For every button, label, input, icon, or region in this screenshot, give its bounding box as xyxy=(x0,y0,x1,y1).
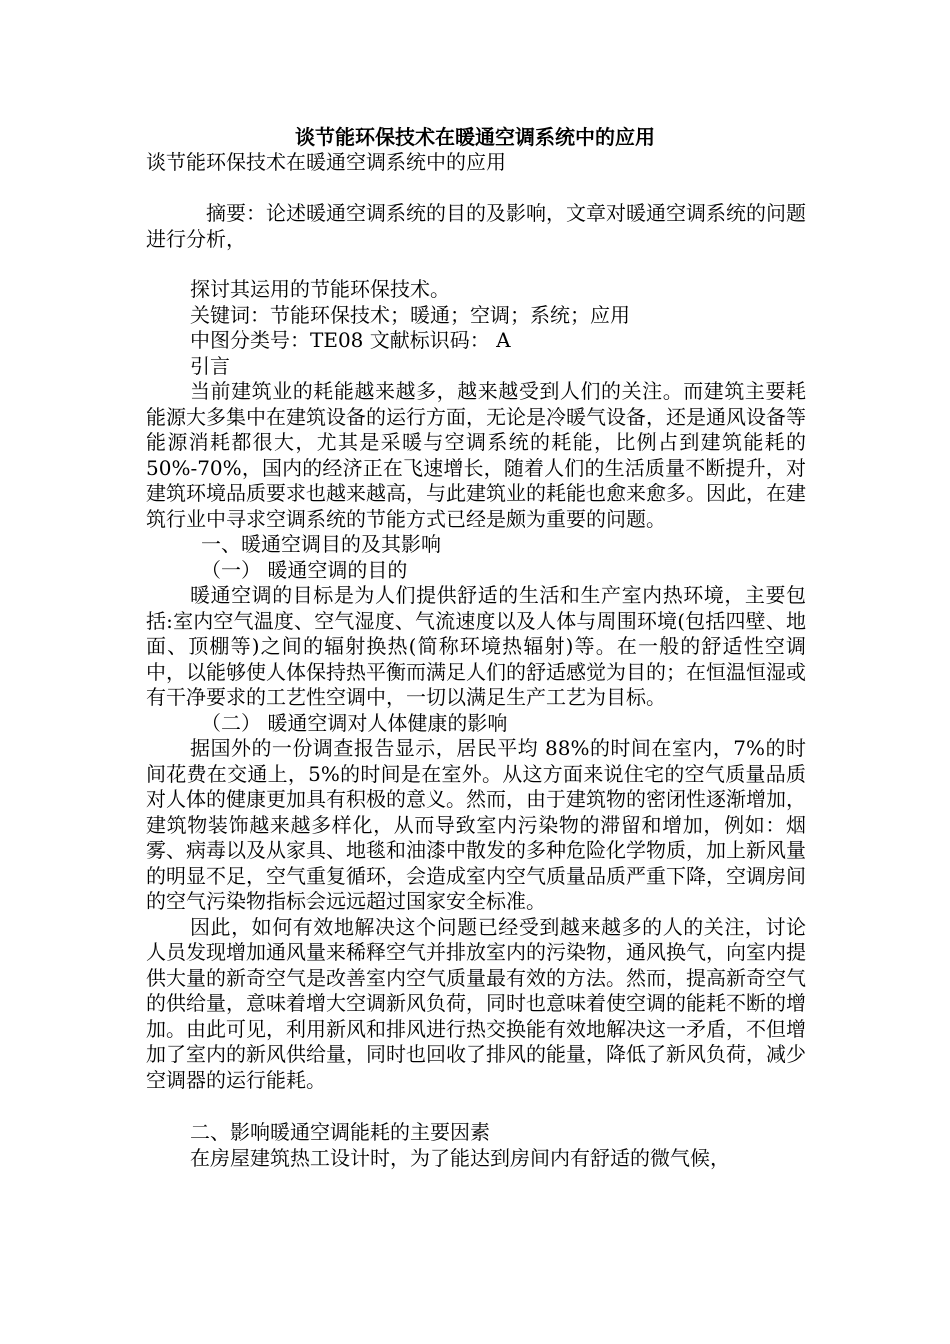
section1-sub1-paragraph: 暖通空调的目标是为人们提供舒适的生活和生产室内热环境，主要包括:室内空气温度、空气湿度、气流速度以及人体与周围环境(包括四壁、地面、顶棚等)之间的辐射换热(简称环境热辐射)等。在一般的舒适性空调中，以能够使人体保持热平衡而满足人们的舒适感觉为目的；在恒温恒湿或有干净要求的工艺性空调中，一切以满足生产工艺为目标。 xyxy=(146,583,806,709)
section1-subheading-1: （一） 暖通空调的目的 xyxy=(201,557,408,582)
document-title: 谈节能环保技术在暖通空调系统中的应用 xyxy=(295,125,655,149)
abstract-continuation: 探讨其运用的节能环保技术。 xyxy=(190,277,450,301)
section1-heading: 一、暖通空调目的及其影响 xyxy=(201,532,441,556)
section1-subheading-2: （二） 暖通空调对人体健康的影响 xyxy=(201,710,508,735)
section2-paragraph: 在房屋建筑热工设计时，为了能达到房间内有舒适的微气候， xyxy=(190,1145,730,1170)
intro-paragraph: 当前建筑业的耗能越来越多，越来越受到人们的关注。而建筑主要耗能源大多集中在建筑设备的运行方面，无论是冷暖气设备，还是通风设备等能源消耗都很大，尤其是采暖与空调系统的耗能，比例占到建筑能耗的50%-70%，国内的经济正在飞速增长，随着人们的生活质量不断提升，对建筑环境品质要求也越来越高，与此建筑业的耗能也愈来愈多。因此，在建筑行业中寻求空调系统的节能方式已经是颇为重要的问题。 xyxy=(146,379,806,531)
section2-heading: 二、影响暖通空调能耗的主要因素 xyxy=(190,1120,490,1144)
section1-sub2-paragraph-2: 因此，如何有效地解决这个问题已经受到越来越多的人的关注，讨论人员发现增加通风量来稀释空气并排放室内的污染物，通风换气，向室内提供大量的新奇空气是改善室内空气质量最有效的方法。然而，提高新奇空气的供给量，意味着增大空调新风负荷，同时也意味着使空调的能耗不断的增加。由此可见，利用新风和排风进行热交换能有效地解决这一矛盾，不但增加了室内的新风供给量，同时也回收了排风的能量，降低了新风负荷，减少空调器的运行能耗。 xyxy=(146,914,806,1092)
intro-heading: 引言 xyxy=(190,353,230,378)
document-body xyxy=(146,150,806,1171)
classification-line: 中图分类号：TE08 文献标识码： A xyxy=(190,328,511,352)
abstract-paragraph: 摘要：论述暖通空调系统的目的及影响，文章对暖通空调系统的问题进行分析， xyxy=(146,201,806,251)
document-subtitle: 谈节能环保技术在暖通空调系统中的应用 xyxy=(146,150,506,174)
keywords-line: 关键词：节能环保技术；暖通；空调；系统；应用 xyxy=(190,302,630,327)
section1-sub2-paragraph-1: 据国外的一份调查报告显示，居民平均 88%的时间在室内，7%的时间花费在交通上，5%的时间是在室外。从这方面来说住宅的空气质量品质对人体的健康更加具有积极的意义。然而，由于建筑物的密闭性逐渐增加，建筑物装饰越来越多样化，从而导致室内污染物的滞留和增加，例如：烟雾、病毒以及从家具、地毯和油漆中散发的多种危险化学物质，加上新风量的明显不足，空气重复循环，会造成室内空气质量品质严重下降，空调房间的空气污染物指标会远远超过国家安全标准。 xyxy=(146,736,806,913)
